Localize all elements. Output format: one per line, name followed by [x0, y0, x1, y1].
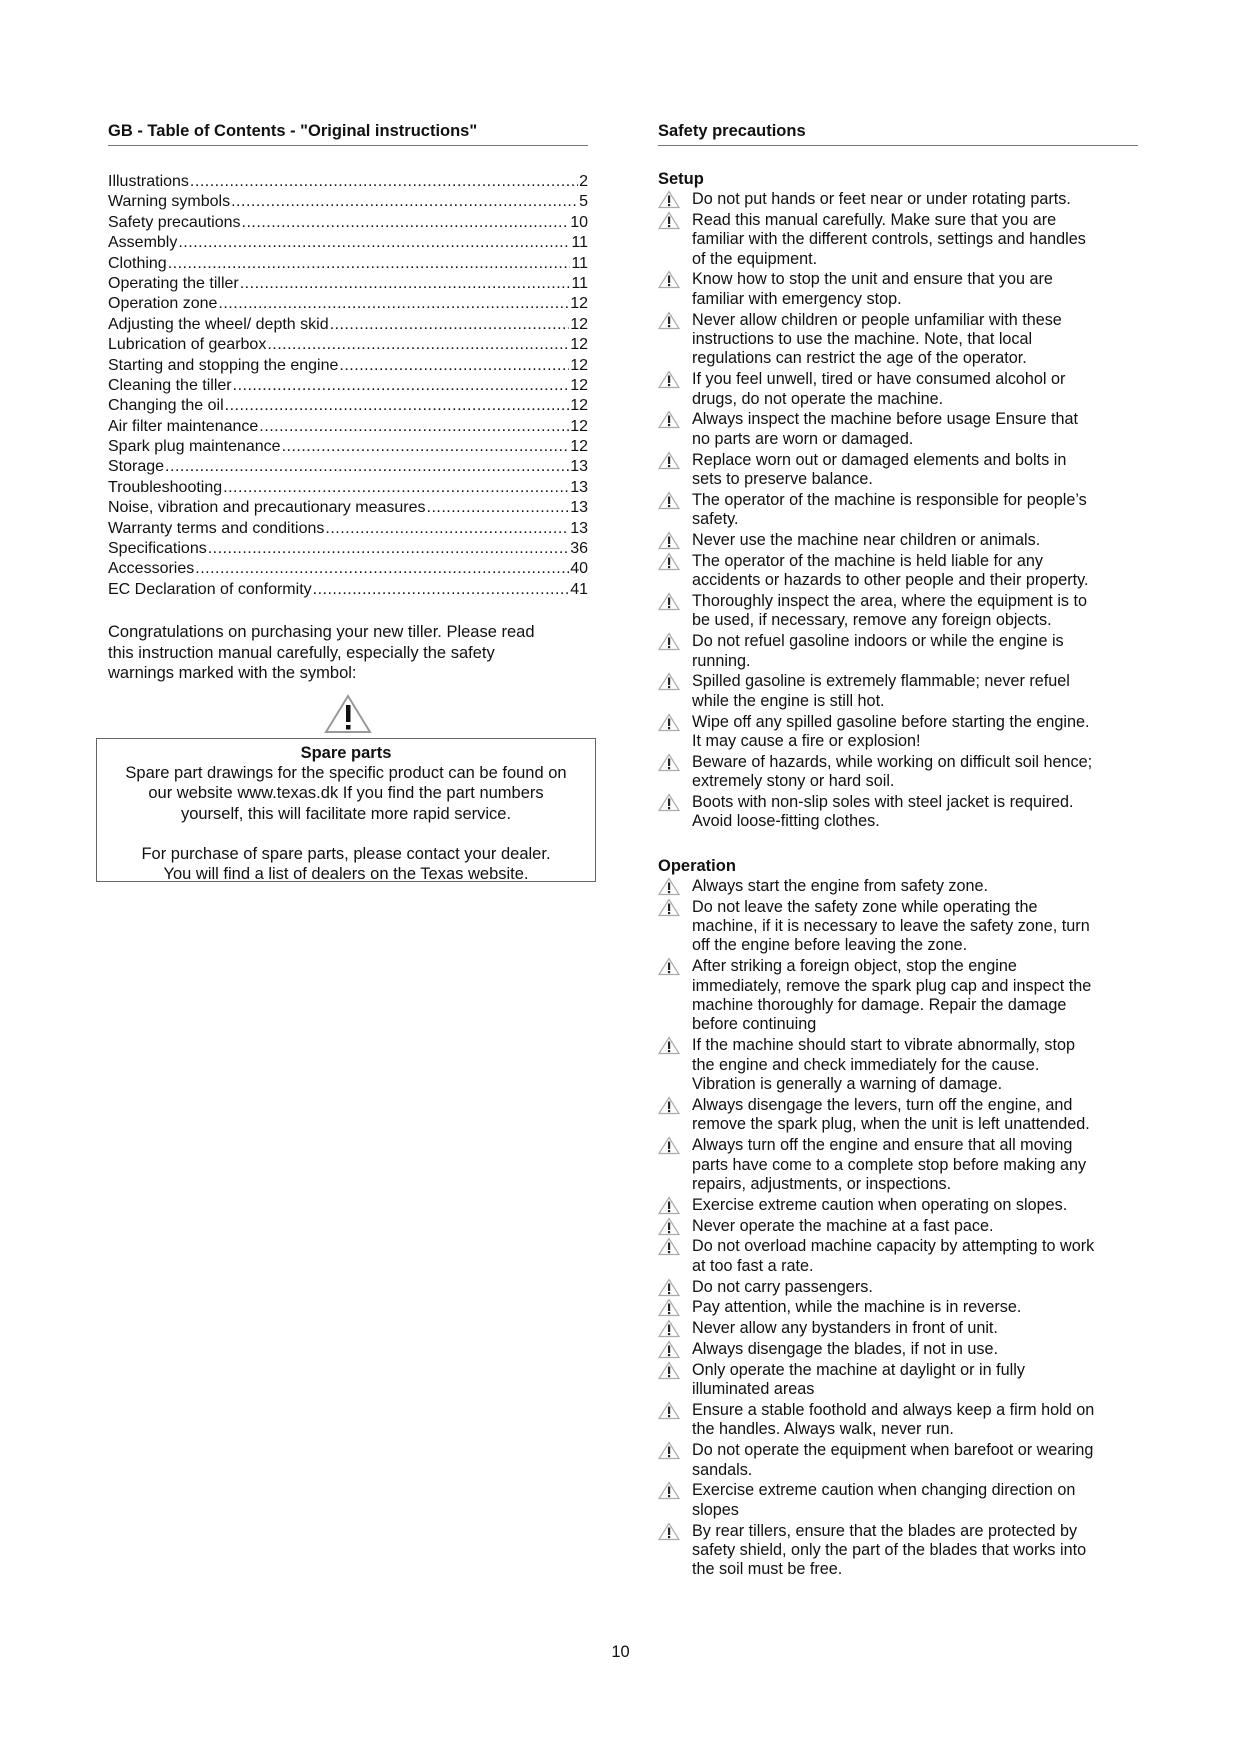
- warning-text: [692, 1441, 1138, 1480]
- warning-text-line: Never operate the machine at a fast pace.: [692, 1216, 994, 1235]
- toc-row: [108, 519, 588, 539]
- table-of-contents: [108, 172, 588, 600]
- warning-item: [658, 1522, 1138, 1580]
- warning-icon: [658, 311, 692, 330]
- toc-title: Adjusting the wheel/ depth skid: [108, 315, 329, 333]
- spare-parts-line: Spare part drawings for the specific product can be found on: [125, 764, 567, 783]
- toc-title: EC Declaration of conformity: [108, 580, 312, 598]
- warning-icon: [658, 877, 692, 896]
- toc-title: Changing the oil: [108, 397, 224, 415]
- warning-icon: [658, 592, 692, 611]
- warning-text: [692, 957, 1138, 1035]
- warning-text-line: Replace worn out or damaged elements and bolts in: [692, 450, 1067, 469]
- warning-text: [692, 1522, 1138, 1580]
- warning-item: [658, 713, 1138, 752]
- warning-text: [692, 451, 1138, 490]
- setup-title: Setup: [658, 170, 704, 188]
- warning-icon: [658, 1441, 692, 1460]
- warning-icon: [658, 552, 692, 571]
- warning-icon: [658, 1237, 692, 1256]
- warning-icon: [658, 410, 692, 429]
- warning-item: [658, 957, 1138, 1035]
- warning-text-line: machine, if it is necessary to leave the safety zone, turn: [692, 917, 1090, 936]
- toc-dot-leader: [218, 294, 569, 314]
- toc-title: Operating the tiller: [108, 274, 239, 292]
- warning-icon: [658, 190, 692, 209]
- warning-item: [658, 311, 1138, 369]
- warning-text: [692, 1136, 1138, 1194]
- warning-item: [658, 1278, 1138, 1297]
- toc-page-number: 13: [570, 499, 588, 517]
- toc-dot-leader: [240, 274, 571, 294]
- warning-icon: [658, 753, 692, 772]
- warning-text-line: of the equipment.: [692, 249, 818, 268]
- warning-icon: [658, 370, 692, 389]
- warning-item: [658, 211, 1138, 269]
- warning-text: [692, 1340, 1138, 1359]
- toc-title: Spark plug maintenance: [108, 438, 281, 456]
- warning-text: [692, 311, 1138, 369]
- warning-text-line: running.: [692, 651, 751, 670]
- toc-row: [108, 376, 588, 396]
- warning-text-line: Ensure a stable foothold and always keep a firm hold on: [692, 1400, 1095, 1419]
- toc-title: Starting and stopping the engine: [108, 356, 339, 374]
- toc-page-number: 5: [579, 193, 588, 211]
- warning-text-line: familiar with emergency stop.: [692, 289, 902, 308]
- warning-text-line: slopes: [692, 1500, 739, 1519]
- intro-paragraph: [108, 622, 588, 684]
- warning-text-line: Know how to stop the unit and ensure that you are: [692, 270, 1053, 289]
- warning-text: [692, 753, 1138, 792]
- warning-text-line: Do not operate the equipment when barefoot or wearing: [692, 1441, 1094, 1460]
- toc-dot-leader: [225, 396, 570, 416]
- toc-page-number: 12: [570, 356, 588, 374]
- warning-text: [692, 491, 1138, 530]
- spare-parts-line: yourself, this will facilitate more rapid service.: [180, 804, 512, 823]
- toc-title: Warning symbols: [108, 193, 231, 211]
- warning-text-line: Read this manual carefully. Make sure that you are: [692, 210, 1057, 229]
- toc-page-number: 2: [579, 173, 588, 190]
- warning-text: [692, 672, 1138, 711]
- warning-text-line: no parts are worn or damaged.: [692, 429, 914, 448]
- warning-icon: [658, 211, 692, 230]
- toc-title: Storage: [108, 458, 165, 476]
- warning-text: [692, 632, 1138, 671]
- toc-title: Cleaning the tiller: [108, 376, 232, 394]
- warning-text-line: sets to preserve balance.: [692, 470, 873, 489]
- toc-row: [108, 192, 588, 212]
- warning-item: [658, 531, 1138, 550]
- toc-title: Accessories: [108, 560, 195, 578]
- toc-title: Air filter maintenance: [108, 417, 259, 435]
- warning-icon: [658, 713, 692, 732]
- warning-text-line: immediately, remove the spark plug cap and inspect the: [692, 976, 1092, 995]
- toc-page-number: 12: [570, 417, 588, 435]
- toc-row: [108, 580, 588, 600]
- right-column: [658, 120, 1138, 1581]
- toc-title: Assembly: [108, 234, 178, 252]
- toc-dot-leader: [313, 580, 570, 600]
- warning-icon: [658, 1298, 692, 1317]
- toc-row: [108, 498, 588, 518]
- warning-text: [692, 1361, 1138, 1400]
- toc-dot-leader: [195, 559, 569, 579]
- toc-title: Operation zone: [108, 295, 218, 313]
- warning-text: [692, 793, 1138, 832]
- warning-icon: [658, 957, 692, 976]
- toc-row: [108, 539, 588, 559]
- warning-icon: [658, 793, 692, 812]
- warning-text: [692, 1036, 1138, 1094]
- warning-text-line: It may cause a fire or explosion!: [692, 732, 921, 751]
- warning-item: [658, 1340, 1138, 1359]
- warning-icon: [658, 531, 692, 550]
- warning-text: [692, 898, 1138, 956]
- warning-text: [692, 190, 1138, 209]
- toc-row: [108, 559, 588, 579]
- warning-text: [692, 1298, 1138, 1317]
- spare-parts-line: our website www.texas.dk If you find the part numbers: [148, 784, 544, 803]
- warning-text-line: The operator of the machine is responsible for people’s: [692, 490, 1087, 509]
- toc-dot-leader: [427, 498, 570, 518]
- warning-text: [692, 270, 1138, 309]
- warning-text-line: By rear tillers, ensure that the blades are protected by: [692, 1521, 1078, 1540]
- warning-text-line: Exercise extreme caution when operating on slopes.: [692, 1195, 1068, 1214]
- warning-text-line: Exercise extreme caution when changing direction on: [692, 1481, 1076, 1500]
- toc-title: Specifications: [108, 540, 207, 558]
- warning-text-line: regulations can restrict the age of the operator.: [692, 349, 1027, 368]
- warning-item: [658, 552, 1138, 591]
- warning-text-line: Avoid loose-fitting clothes.: [692, 812, 880, 831]
- warning-text: [692, 531, 1138, 550]
- spare-parts-line: You will find a list of dealers on the Texas website.: [163, 865, 529, 884]
- toc-dot-leader: [165, 457, 569, 477]
- warning-item: [658, 1361, 1138, 1400]
- warning-text-line: The operator of the machine is held liable for any: [692, 551, 1043, 570]
- warning-icon: [658, 451, 692, 470]
- toc-dot-leader: [330, 315, 570, 335]
- warning-text-line: remove the spark plug, when the unit is left unattended.: [692, 1115, 1090, 1134]
- warning-text-line: Always turn off the engine and ensure that all moving: [692, 1136, 1073, 1155]
- warning-text: [692, 1319, 1138, 1338]
- warning-text-line: the handles. Always walk, never run.: [692, 1420, 954, 1439]
- warning-text-line: accidents or hazards to other people and their property.: [692, 571, 1089, 590]
- warning-icon: [658, 1481, 692, 1500]
- warning-icon: [658, 1217, 692, 1236]
- toc-page-number: 40: [570, 560, 588, 578]
- intro-line: warnings marked with the symbol:: [108, 664, 357, 683]
- toc-page-number: 11: [571, 274, 588, 292]
- toc-page-number: 13: [570, 519, 588, 537]
- warning-item: [658, 270, 1138, 309]
- warning-text-line: while the engine is still hot.: [692, 691, 885, 710]
- warning-text: [692, 1096, 1138, 1135]
- warning-item: [658, 1237, 1138, 1276]
- warning-icon: [658, 898, 692, 917]
- toc-page-number: 12: [570, 397, 588, 415]
- intro-line: Congratulations on purchasing your new tiller. Please read: [108, 623, 535, 642]
- warning-text-line: off the engine before leaving the zone.: [692, 936, 968, 955]
- warning-item: [658, 632, 1138, 671]
- warning-text-line: instructions to use the machine. Note, that local: [692, 330, 1033, 349]
- warning-item: [658, 1319, 1138, 1338]
- left-column: [108, 120, 588, 734]
- warning-text-line: After striking a foreign object, stop the engine: [692, 957, 1017, 976]
- spare-parts-box: [96, 738, 596, 882]
- spare-parts-title: Spare parts: [300, 744, 392, 762]
- warning-icon: [658, 1136, 692, 1155]
- warning-text-line: Pay attention, while the machine is in reverse.: [692, 1298, 1022, 1317]
- warning-text: [692, 1237, 1138, 1276]
- warning-text: [692, 877, 1138, 896]
- warning-text-line: Only operate the machine at daylight or in fully: [692, 1360, 1025, 1379]
- warning-text-line: Spilled gasoline is extremely flammable; never refuel: [692, 672, 1070, 691]
- warning-item: [658, 1481, 1138, 1520]
- warning-text: [692, 410, 1138, 449]
- toc-dot-leader: [190, 172, 578, 192]
- warning-text-line: the soil must be free.: [692, 1560, 843, 1579]
- warning-text-line: be used, if necessary, remove any foreign objects.: [692, 611, 1052, 630]
- toc-row: [108, 396, 588, 416]
- warning-icon: [658, 632, 692, 651]
- toc-page-number: 10: [570, 213, 588, 231]
- warning-text-line: Do not refuel gasoline indoors or while the engine is: [692, 632, 1064, 651]
- toc-row: [108, 274, 588, 294]
- warning-icon: [658, 270, 692, 289]
- toc-row: [108, 172, 588, 192]
- warning-item: [658, 1217, 1138, 1236]
- warning-text: [692, 1401, 1138, 1440]
- warning-icon: [658, 1036, 692, 1055]
- warning-text-line: Never allow children or people unfamiliar with these: [692, 310, 1062, 329]
- warning-item: [658, 1441, 1138, 1480]
- toc-dot-leader: [259, 417, 569, 437]
- warning-item: [658, 793, 1138, 832]
- warning-icon: [658, 1196, 692, 1215]
- warning-text-line: repairs, adjustments, or inspections.: [692, 1174, 952, 1193]
- warning-text-line: Boots with non-slip soles with steel jacket is required.: [692, 793, 1074, 812]
- warning-item: [658, 1401, 1138, 1440]
- warning-item: [658, 877, 1138, 896]
- warning-text-line: Never allow any bystanders in front of unit.: [692, 1319, 998, 1338]
- warning-text-line: Wipe off any spilled gasoline before starting the engine.: [692, 712, 1090, 731]
- toc-page-number: 12: [570, 336, 588, 354]
- warning-icon: [658, 1096, 692, 1115]
- warning-item: [658, 451, 1138, 490]
- warning-item: [658, 592, 1138, 631]
- warning-item: [658, 491, 1138, 530]
- toc-dot-leader: [223, 478, 569, 498]
- toc-dot-leader: [208, 539, 569, 559]
- toc-page-number: 36: [570, 540, 588, 558]
- toc-page-number: 12: [570, 438, 588, 456]
- warning-icon: [658, 672, 692, 691]
- warning-text-line: Never use the machine near children or animals.: [692, 531, 1041, 550]
- toc-row: [108, 294, 588, 314]
- warning-text-line: Always disengage the levers, turn off the engine, and: [692, 1095, 1073, 1114]
- toc-dot-leader: [178, 233, 570, 253]
- warning-item: [658, 190, 1138, 209]
- operation-title: Operation: [658, 856, 736, 875]
- warning-text-line: illuminated areas: [692, 1380, 815, 1399]
- warning-text-line: Vibration is generally a warning of damage.: [692, 1075, 1003, 1094]
- warning-text-line: before continuing: [692, 1015, 817, 1034]
- warning-text: [692, 713, 1138, 752]
- toc-row: [108, 457, 588, 477]
- toc-dot-leader: [267, 335, 569, 355]
- warning-text-line: safety shield, only the part of the blades that works into: [692, 1540, 1087, 1559]
- toc-title: Illustrations: [108, 173, 189, 190]
- warning-text: [692, 211, 1138, 269]
- warning-text-line: extremely stony or hard soil.: [692, 772, 895, 791]
- toc-page-number: 13: [570, 478, 588, 496]
- toc-dot-leader: [168, 254, 571, 274]
- warning-text: [692, 1278, 1138, 1297]
- warning-text-line: parts have come to a complete stop before making any: [692, 1155, 1087, 1174]
- toc-title: Troubleshooting: [108, 478, 223, 496]
- toc-page-number: 12: [570, 376, 588, 394]
- toc-title: Warranty terms and conditions: [108, 519, 325, 537]
- warning-text: [692, 1196, 1138, 1215]
- warning-text: [692, 552, 1138, 591]
- toc-page-number: 41: [570, 580, 588, 598]
- warning-item: [658, 370, 1138, 409]
- toc-row: [108, 315, 588, 335]
- warning-text-line: Do not put hands or feet near or under rotating parts.: [692, 190, 1071, 208]
- warning-item: [658, 1196, 1138, 1215]
- toc-title: Clothing: [108, 254, 167, 272]
- warning-text-line: Do not leave the safety zone while operating the: [692, 897, 1038, 916]
- toc-dot-leader: [231, 192, 578, 212]
- warning-text-line: sandals.: [692, 1460, 753, 1479]
- operation-list: [658, 877, 1138, 1580]
- warning-icon: [658, 1401, 692, 1420]
- warning-text-line: safety.: [692, 510, 739, 529]
- warning-item: [658, 1096, 1138, 1135]
- warning-item: [658, 410, 1138, 449]
- toc-page-number: 12: [570, 295, 588, 313]
- toc-title: Lubrication of gearbox: [108, 336, 267, 354]
- warning-text-line: familiar with the different controls, settings and handles: [692, 230, 1086, 249]
- warning-text-line: Do not overload machine capacity by attempting to work: [692, 1237, 1095, 1256]
- warning-icon: [658, 1340, 692, 1359]
- toc-page-number: 11: [571, 234, 588, 252]
- setup-list: [658, 190, 1138, 832]
- toc-heading: GB - Table of Contents - "Original instructions": [108, 120, 588, 146]
- toc-page-number: 13: [570, 458, 588, 476]
- warning-text-line: If the machine should start to vibrate abnormally, stop: [692, 1036, 1075, 1055]
- warning-text-line: If you feel unwell, tired or have consumed alcohol or: [692, 370, 1066, 389]
- toc-row: [108, 233, 588, 253]
- toc-dot-leader: [282, 437, 570, 457]
- warning-item: [658, 1298, 1138, 1317]
- toc-row: [108, 254, 588, 274]
- warning-text-line: Always disengage the blades, if not in use.: [692, 1339, 998, 1358]
- toc-title: Noise, vibration and precautionary measures: [108, 499, 426, 517]
- warning-text-line: drugs, do not operate the machine.: [692, 389, 944, 408]
- warning-triangle-icon: [324, 694, 372, 734]
- warning-text-line: Always start the engine from safety zone.: [692, 876, 989, 895]
- warning-text: [692, 1217, 1138, 1236]
- warning-icon: [658, 491, 692, 510]
- spare-parts-line: For purchase of spare parts, please contact your dealer.: [141, 844, 551, 863]
- page-number: 10: [611, 1643, 630, 1661]
- warning-icon: [658, 1319, 692, 1338]
- spacer: [97, 824, 595, 844]
- toc-page-number: 12: [570, 315, 588, 333]
- toc-page-number: 11: [571, 254, 588, 272]
- warning-text-line: at too fast a rate.: [692, 1256, 814, 1275]
- intro-line: this instruction manual carefully, especially the safety: [108, 643, 495, 662]
- toc-row: [108, 478, 588, 498]
- warning-item: [658, 753, 1138, 792]
- toc-row: [108, 437, 588, 457]
- warning-item: [658, 1036, 1138, 1094]
- toc-dot-leader: [339, 356, 569, 376]
- toc-row: [108, 356, 588, 376]
- warning-item: [658, 898, 1138, 956]
- warning-text-line: machine thoroughly for damage. Repair the damage: [692, 996, 1067, 1015]
- warning-icon: [658, 1278, 692, 1297]
- warning-text-line: Always inspect the machine before usage Ensure that: [692, 410, 1079, 429]
- toc-row: [108, 417, 588, 437]
- toc-row: [108, 213, 588, 233]
- toc-dot-leader: [325, 519, 569, 539]
- toc-title: Safety precautions: [108, 213, 241, 231]
- warning-item: [658, 672, 1138, 711]
- warning-text: [692, 370, 1138, 409]
- warning-text-line: Thoroughly inspect the area, where the equipment is to: [692, 592, 1088, 611]
- toc-dot-leader: [242, 213, 570, 233]
- toc-dot-leader: [233, 376, 570, 396]
- warning-icon: [658, 1522, 692, 1541]
- warning-text-line: the engine and check immediately for the cause.: [692, 1055, 1040, 1074]
- warning-text: [692, 592, 1138, 631]
- warning-text-line: Beware of hazards, while working on difficult soil hence;: [692, 752, 1093, 771]
- toc-row: [108, 335, 588, 355]
- safety-heading: Safety precautions: [658, 120, 1138, 146]
- warning-item: [658, 1136, 1138, 1194]
- warning-icon: [658, 1361, 692, 1380]
- warning-text: [692, 1481, 1138, 1520]
- warning-text-line: Do not carry passengers.: [692, 1277, 873, 1296]
